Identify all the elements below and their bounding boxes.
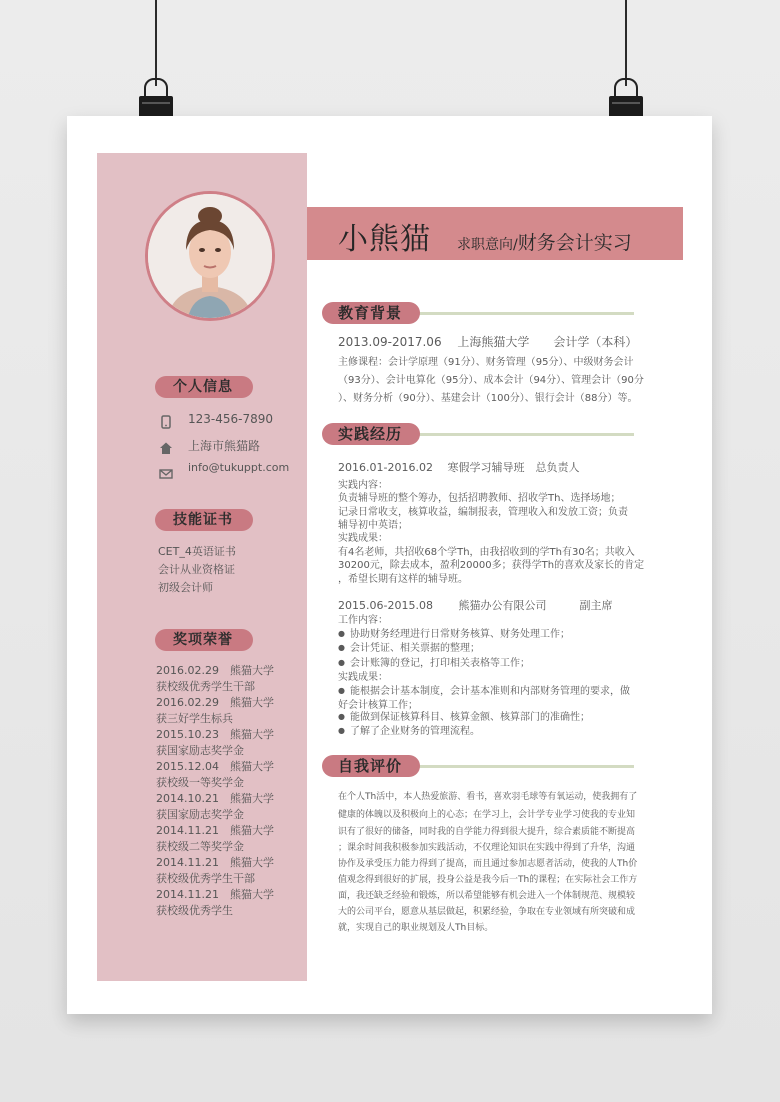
award-line: 2015.10.23 熊猫大学 bbox=[156, 728, 274, 741]
personal-info-title: 个人信息 bbox=[155, 376, 253, 398]
candidate-name: 小熊猫 bbox=[338, 222, 431, 257]
practice-divider bbox=[400, 433, 634, 436]
education-title: 教育背景 bbox=[322, 302, 420, 324]
job1-line: 实践内容： bbox=[338, 480, 388, 491]
education-divider bbox=[400, 312, 634, 315]
job1-line: 辅导初中英语； bbox=[338, 520, 408, 531]
award-line: 获国家励志奖学金 bbox=[156, 744, 244, 757]
award-line: 2014.11.21 熊猫大学 bbox=[156, 856, 274, 869]
job-intent-value: 财务会计实习 bbox=[517, 232, 632, 254]
self-eval-divider bbox=[400, 765, 634, 768]
address: 上海市熊猫路 bbox=[188, 439, 261, 453]
skill-item: 会计从业资格证 bbox=[158, 563, 235, 576]
self-eval-line: 就，实现自己的职业规划及人Th目标。 bbox=[338, 923, 494, 933]
job1-line: 有4名老师，共招收68个学Th，由我招收到的学Th有30名；共收入 bbox=[338, 547, 635, 558]
job2-label: 工作内容： bbox=[338, 615, 388, 626]
award-line: 获国家励志奖学金 bbox=[156, 808, 244, 821]
profile-photo bbox=[145, 191, 275, 321]
award-line: 获三好学生标兵 bbox=[156, 712, 233, 725]
practice-title: 实践经历 bbox=[322, 423, 420, 445]
hanging-string-left bbox=[155, 0, 157, 86]
job-intent-label: 求职意向/ bbox=[457, 237, 518, 253]
award-line: 2015.12.04 熊猫大学 bbox=[156, 760, 274, 773]
education-line: 主修课程：会计学原理（91分）、财务管理（95分）、中级财务会计 bbox=[338, 357, 634, 368]
hanging-string-right bbox=[625, 0, 627, 86]
job2-item: ● 会计账簿的登记，打印相关表格等工作； bbox=[338, 654, 530, 669]
job1-line: 负责辅导班的整个筹办，包括招聘教师、招收学Th、选择场地； bbox=[338, 493, 621, 504]
skills-title: 技能证书 bbox=[155, 509, 253, 531]
education-line: （93分）、会计电算化（95分）、成本会计（94分）、管理会计（90分 bbox=[338, 375, 644, 386]
award-line: 2014.11.21 熊猫大学 bbox=[156, 824, 274, 837]
job2-item: ● 了解了企业财务的管理流程。 bbox=[338, 722, 480, 737]
award-line: 获校级一等奖学金 bbox=[156, 776, 244, 789]
job2-header: 2015.06-2015.08 熊猫办公有限公司 副主席 bbox=[338, 599, 613, 612]
award-line: 获校级二等奖学金 bbox=[156, 840, 244, 853]
job2-item: ● 能做到保证核算科目、核算金额、核算部门的准确性； bbox=[338, 708, 590, 723]
job1-line: 记录日常收支，核算收益，编制报表，管理收入和发放工资；负责 bbox=[338, 507, 628, 518]
self-eval-line: 值观念得到很好的扩展，投身公益是我今后一Th的课程；在实际社会工作方 bbox=[338, 875, 638, 885]
job2-label: 实践成果： bbox=[338, 672, 388, 683]
self-eval-line: 在个人Th活中，本人热爱旅游、看书，喜欢羽毛球等有氧运动，使我拥有了 bbox=[338, 792, 638, 802]
email-icon bbox=[159, 467, 173, 481]
job2-item: ● 能根据会计基本制度，会计基本准则和内部财务管理的要求，做 bbox=[338, 682, 630, 697]
self-eval-line: 协作及承受压力能力得到了提高，而且通过参加志愿者活动，使我的人Th价 bbox=[338, 859, 638, 869]
education-header: 2013.09-2017.06 上海熊猫大学 会计学（本科） bbox=[338, 335, 638, 349]
award-line: 2016.02.29 熊猫大学 bbox=[156, 696, 274, 709]
self-eval-line: 大的公司平台，愿意从基层做起，积累经验，争取在专业领域有所突破和成 bbox=[338, 907, 636, 917]
skill-item: 初级会计师 bbox=[158, 581, 213, 594]
awards-title: 奖项荣誉 bbox=[155, 629, 253, 651]
self-eval-title: 自我评价 bbox=[322, 755, 420, 777]
job1-line: 实践成果： bbox=[338, 533, 388, 544]
job2-item: ● 会计凭证、相关票据的整理； bbox=[338, 639, 480, 654]
job2-item: ● 协助财务经理进行日常财务核算、财务处理工作； bbox=[338, 625, 570, 640]
job-intent bbox=[457, 228, 632, 255]
award-line: 2014.10.21 熊猫大学 bbox=[156, 792, 274, 805]
self-eval-line: 健康的体魄以及积极向上的心态；在学习上，会计学专业学习使我的专业知 bbox=[338, 810, 636, 820]
job1-line: ，希望长期有这样的辅导班。 bbox=[338, 574, 468, 585]
self-eval-line: 面，我还缺乏经验和锻炼，所以希望能够有机会进入一个体制规范、规模较 bbox=[338, 891, 636, 901]
job1-line: 30200元，除去成本，盈利20000多；获得学Th的喜欢及家长的肯定 bbox=[338, 560, 645, 571]
self-eval-line: 识有了很好的储备，同时我的自学能力得到很大提升，综合素质能不断提高 bbox=[338, 827, 636, 837]
portrait-illustration bbox=[148, 194, 272, 318]
award-line: 获校级优秀学生干部 bbox=[156, 680, 255, 693]
email-address: info@tukuppt.com bbox=[188, 461, 290, 474]
award-line: 2014.11.21 熊猫大学 bbox=[156, 888, 274, 901]
job1-header: 2016.01-2016.02 寒假学习辅导班 总负责人 bbox=[338, 461, 580, 474]
self-eval-line: ；课余时间我积极参加实践活动，不仅理论知识在实践中得到了升华，沟通 bbox=[338, 843, 636, 853]
award-line: 获校级优秀学生 bbox=[156, 904, 233, 917]
phone-icon bbox=[159, 415, 173, 429]
phone-number: 123-456-7890 bbox=[188, 412, 274, 426]
job2-item-continued: 好会计核算工作； bbox=[338, 700, 418, 711]
award-line: 2016.02.29 熊猫大学 bbox=[156, 664, 274, 677]
education-line: ）、财务分析（90分）、基建会计（100分）、银行会计（88分）等。 bbox=[338, 393, 638, 404]
award-line: 获校级优秀学生干部 bbox=[156, 872, 255, 885]
home-icon bbox=[159, 441, 173, 455]
skill-item: CET_4英语证书 bbox=[158, 545, 236, 558]
